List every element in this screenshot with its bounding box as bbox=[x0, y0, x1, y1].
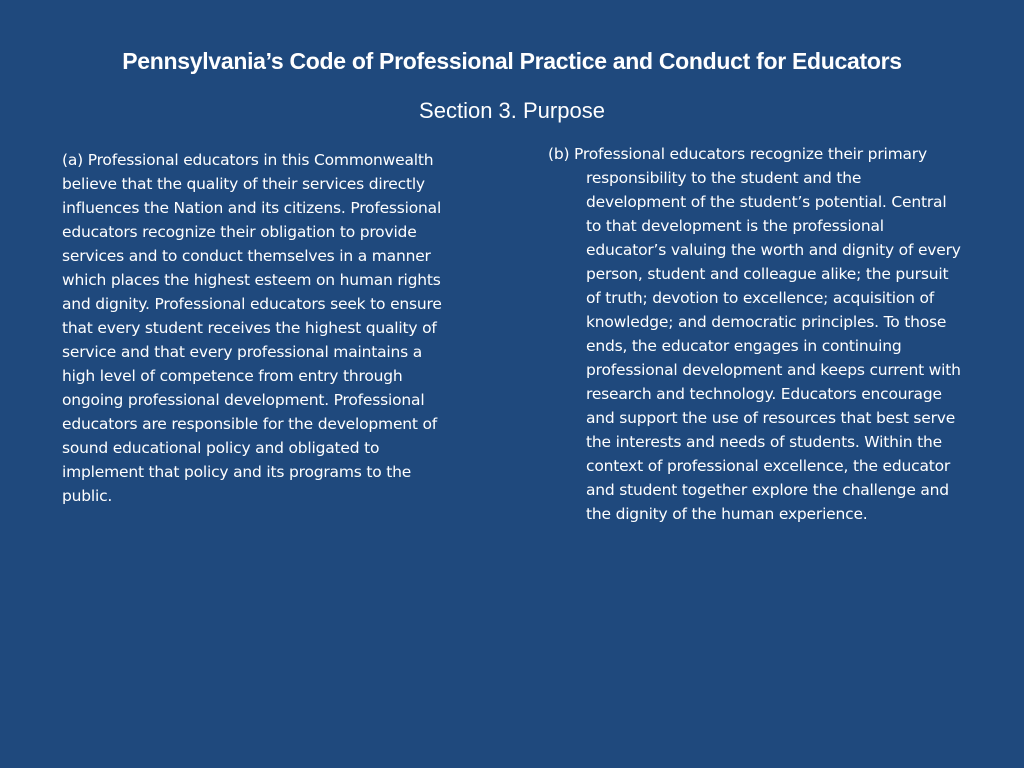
paragraph-b: (b) Professional educators recognize their primary responsibility to the student and the development of the student’s potential. Central to that development is the professional educator’s valuing the worth and dignity of every person, student and colleague alike; the pursuit of truth; devotion to excellence; acquisition of knowledge; and democratic principles. To those ends, the educator engages in continuing professional development and keeps current with research and technology. Educators encourage and support the use of resources that best serve the interests and needs of students. Within the context of professional excellence, the educator and student together explore the challenge and the dignity of the human experience. bbox=[548, 145, 961, 523]
paragraph-a: (a) Professional educators in this Commonwealth believe that the quality of their services directly influences the Nation and its citizens. Professional educators recognize their obligation to provide services and to conduct themselves in a manner which places the highest esteem on human rights and dignity. Professional educators seek to ensure that every student receives the highest quality of service and that every professional maintains a high level of competence from entry through ongoing professional development. Professional educators are responsible for the development of sound educational policy and obligated to implement that policy and its programs to the public. bbox=[62, 151, 442, 505]
slide-subtitle: Section 3. Purpose bbox=[419, 98, 605, 123]
slide-title: Pennsylvania’s Code of Professional Practice and Conduct for Educators bbox=[122, 48, 902, 74]
